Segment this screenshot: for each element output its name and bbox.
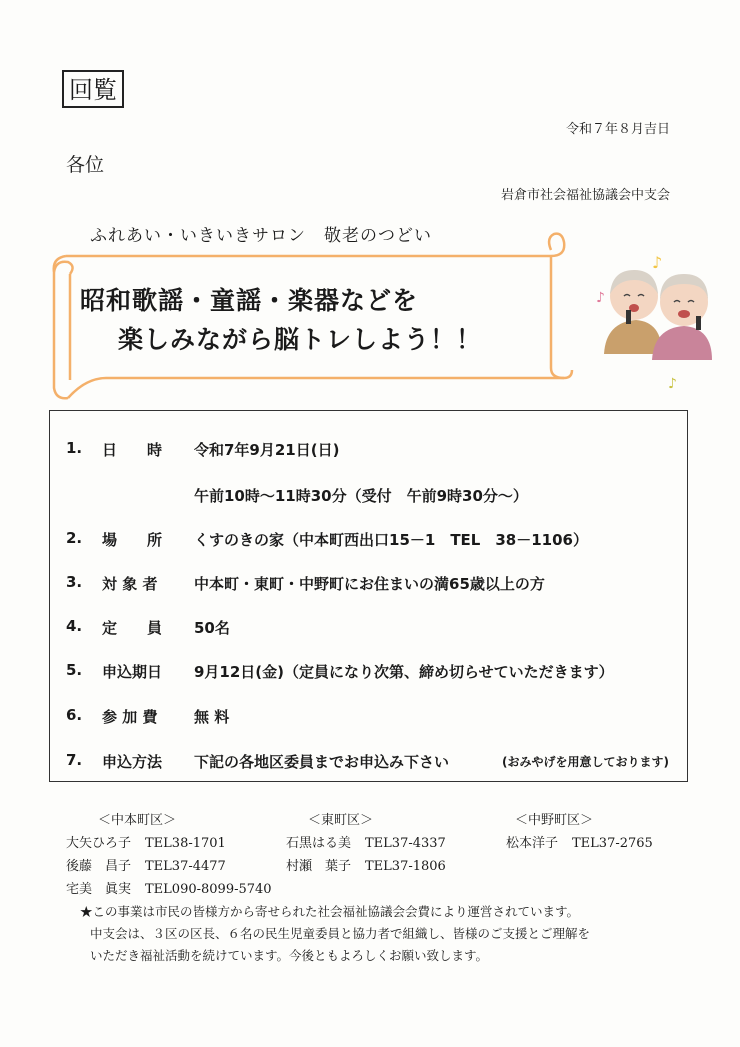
detail-label: 定 員	[102, 619, 163, 637]
member-tel: TEL38-1701	[145, 836, 226, 851]
detail-value: 無 料	[194, 708, 230, 726]
member-contact	[66, 832, 226, 851]
headline-line-1: 昭和歌謡・童謡・楽器などを	[80, 286, 419, 315]
detail-number: 3.	[66, 573, 83, 591]
footer-note-2: 中支会は、３区の区長、６名の民生児童委員と協力者で組織し、皆様のご支援とご理解を	[90, 926, 591, 941]
member-name: 大矢ひろ子	[66, 836, 132, 851]
headline-line-2: 楽しみながら脳トレしよう！！	[118, 325, 483, 354]
svg-text:♪: ♪	[668, 376, 677, 390]
footer-note-3: いただき福祉活動を続けています。今後ともよろしくお願い致します。	[90, 948, 489, 963]
kairan-stamp: 回覧	[62, 70, 124, 108]
detail-value: 令和7年9月21日(日)	[194, 441, 340, 459]
detail-value: 下記の各地区委員までお申込み下さい	[194, 753, 450, 771]
member-contact	[286, 855, 446, 874]
elderly-couple-singing-icon	[590, 250, 730, 390]
member-tel: TEL090-8099-5740	[145, 882, 272, 897]
area-header-nakamoto: ＜中本町区＞	[98, 813, 177, 828]
detail-label: 申込期日	[102, 663, 163, 681]
member-tel: TEL37-4477	[145, 859, 226, 874]
member-tel: TEL37-1806	[365, 859, 446, 874]
svg-text:♪: ♪	[652, 253, 663, 272]
detail-value: 9月12日(金)（定員になり次第、締め切らせていただきます）	[194, 663, 614, 681]
member-name: 宅美 眞実	[66, 882, 132, 897]
addressee: 各位	[66, 154, 105, 176]
detail-value: 中本町・東町・中野町にお住まいの満65歳以上の方	[194, 575, 545, 593]
event-details-box	[49, 410, 688, 782]
member-contact	[66, 878, 272, 897]
member-tel: TEL37-4337	[365, 836, 446, 851]
detail-label: 参 加 費	[102, 708, 158, 726]
issue-date: 令和７年８月吉日	[565, 122, 670, 137]
detail-number: 5.	[66, 661, 83, 679]
detail-label: 申込方法	[102, 753, 163, 771]
detail-number: 7.	[66, 751, 83, 769]
member-name: 松本洋子	[506, 836, 559, 851]
member-contact	[506, 832, 653, 851]
svg-text:♪: ♪	[596, 290, 605, 306]
detail-value: 午前10時～11時30分（受付 午前9時30分～）	[194, 487, 528, 505]
member-contact	[66, 855, 226, 874]
detail-note: (おみやげを用意しております)	[502, 755, 669, 769]
member-name: 後藤 昌子	[66, 859, 132, 874]
detail-label: 日 時	[102, 441, 163, 459]
detail-number: 1.	[66, 439, 83, 457]
footer-note-1: ★この事業は市民の皆様方から寄せられた社会福祉協議会会費により運営されています。	[80, 904, 580, 919]
area-header-higashi: ＜東町区＞	[308, 813, 374, 828]
member-name: 石黒はる美	[286, 836, 352, 851]
member-contact	[286, 832, 446, 851]
detail-value: 50名	[194, 619, 230, 637]
detail-value: くすのきの家（中本町西出口15－1 TEL 38－1106）	[194, 531, 588, 549]
detail-label: 場 所	[102, 531, 163, 549]
member-tel: TEL37-2765	[572, 836, 653, 851]
organization-name: 岩倉市社会福祉協議会中支会	[500, 188, 670, 203]
detail-number: 4.	[66, 617, 83, 635]
member-name: 村瀬 葉子	[286, 859, 352, 874]
detail-label: 対 象 者	[102, 575, 158, 593]
event-subtitle: ふれあい・いきいきサロン 敬老のつどい	[90, 226, 432, 246]
detail-number: 6.	[66, 706, 83, 724]
detail-number: 2.	[66, 529, 83, 547]
area-header-nakano: ＜中野町区＞	[515, 813, 594, 828]
